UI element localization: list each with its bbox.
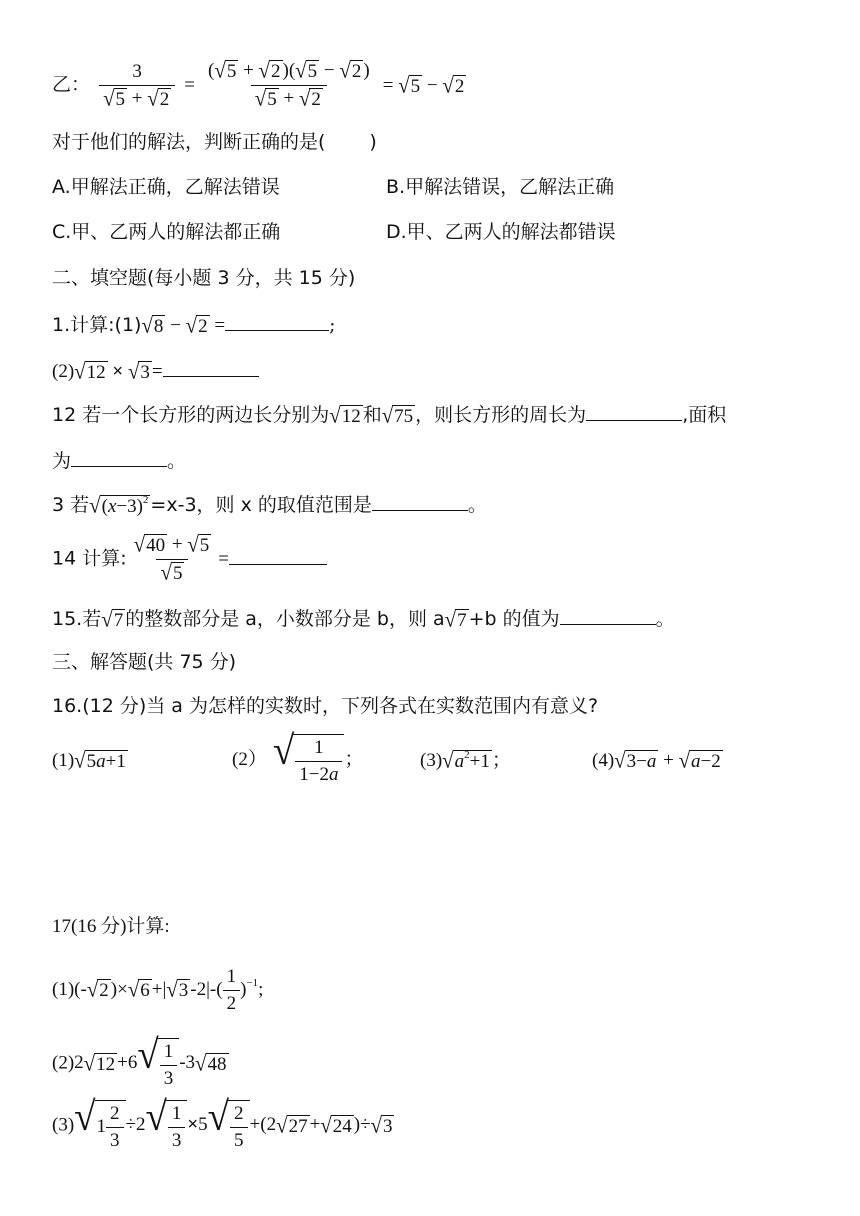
yi-solution-line: 乙： 3 √ 5 + √ 2 = ( √ 5 + √ 2 )( √ 5 − √ 2 ) √ 5 + √ 2 = √ 5 − √ 2 [52, 57, 465, 111]
fraction: ( √ 5 + √ 2 )( √ 5 − √ 2 ) √ 5 + √ 2 [208, 57, 370, 111]
question-12-cont: 为 。 [52, 450, 187, 472]
yi-label: 乙： [52, 73, 91, 96]
question-14: 14 计算: √ 40 + √ 5 √ 5 = [52, 534, 327, 585]
area-blank[interactable] [71, 448, 167, 467]
question-15: 15.若 √ 7 的整数部分是 a，小数部分是 b，则 a √ 7 +b 的值为 。 [52, 605, 675, 632]
perimeter-blank[interactable] [586, 402, 682, 421]
q16-part-3: (3) √ $a^2+1$ ； [420, 746, 511, 773]
question-1-part-2: (2) √ 12 × √ 3 = [52, 358, 259, 384]
option-a: A.甲解法正确，乙解法错误 [52, 176, 280, 198]
q17-part-3: (3) √ 1 $\frac{2}{3}$ ÷2 √ $\frac{1}{3}$ ×5 √ $\frac{2}{5}$ +(2 √ 27 + √ 24 )÷ √ 3 [52, 1094, 393, 1151]
answer-blank[interactable] [372, 492, 468, 511]
option-d: D.甲、乙两人的解法都错误 [386, 221, 616, 243]
answer-blank[interactable] [560, 606, 656, 625]
question-12: 12 若一个长方形的两边长分别为 √ 12 和 √ 75 ，则长方形的周长为 ,面积 [52, 401, 727, 428]
question-1: 1.计算:(1) √ 8 − √ 2 = ; [52, 312, 336, 338]
fraction: √ 40 + √ 5 √ 5 [133, 531, 210, 585]
answer-blank[interactable] [229, 546, 327, 565]
q17-part-1: (1)(- √ 2 )× √ 6 +| √ 3 -2|-( $\frac{1}{2}$ )$^{-1}$; [52, 966, 264, 1014]
section-3-title: 三、解答题(共 75 分) [52, 651, 237, 673]
q16-part-1: (1) √ 5a+1 [52, 746, 126, 773]
q16-part-4: (4) √ 3−a + √ a−2 [592, 747, 721, 773]
option-c: C.甲、乙两人的解法都正确 [52, 221, 281, 243]
fraction: 3 √ 5 + √ 2 [99, 61, 175, 111]
question-3: 3 若 √ $(x-3)^2$ =x-3，则 x 的取值范围是 。 [52, 491, 487, 518]
question-prompt: 对于他们的解法，判断正确的是( ) [52, 131, 377, 153]
q16-part-2: (2） √ $\frac{1}{1-2a}$ ； [232, 728, 364, 785]
option-b: B.甲解法错误，乙解法正确 [386, 176, 615, 198]
q17-part-2: (2)2 √ 12 +6 √ $\frac{1}{3}$ -3 √ 48 [52, 1032, 227, 1089]
answer-blank[interactable] [225, 312, 329, 331]
answer-blank[interactable] [163, 358, 259, 377]
section-2-title: 二、填空题(每小题 3 分，共 15 分) [52, 267, 356, 289]
question-17: 17(16 分)计算: [52, 916, 170, 937]
question-16: 16.(12 分)当 a 为怎样的实数时，下列各式在实数范围内有意义? [52, 695, 599, 717]
options-row-1 [52, 175, 280, 199]
